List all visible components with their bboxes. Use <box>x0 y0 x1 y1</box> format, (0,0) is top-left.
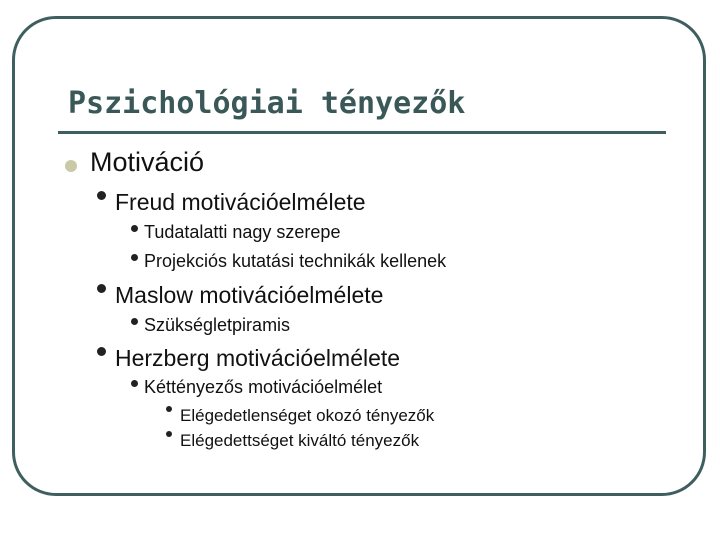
bullet-herzberg-subsub-2-label: Elégedettséget kiváltó tényezők <box>180 431 420 450</box>
bullet-herzberg-sub-1-label: Kéttényezős motivációelmélet <box>144 377 383 397</box>
bullet-herzberg-subsub-2 <box>166 431 419 451</box>
bullet-maslow <box>97 282 383 309</box>
bullet-freud-sub-1 <box>131 222 340 243</box>
title-underline <box>58 131 666 134</box>
bullet-dot-icon <box>166 406 172 412</box>
bullet-freud-sub-2 <box>131 251 446 272</box>
bullet-dot-icon <box>131 225 138 232</box>
bullet-maslow-sub-1-label: Szükségletpiramis <box>144 315 291 335</box>
bullet-herzberg-label: Herzberg motivációelmélete <box>115 345 401 371</box>
bullet-dot-icon <box>97 347 106 356</box>
bullet-freud-sub-2-label: Projekciós kutatási technikák kellenek <box>144 251 447 271</box>
bullet-motivacio-label: Motiváció <box>90 147 205 177</box>
bullet-herzberg-subsub-1-label: Elégedetlenséget okozó tényezők <box>180 406 435 425</box>
bullet-freud-label: Freud motivációelmélete <box>115 189 366 215</box>
bullet-dot-icon <box>131 254 138 261</box>
level1-bullet-icon <box>65 160 77 172</box>
bullet-dot-icon <box>131 318 138 325</box>
bullet-herzberg-subsub-1 <box>166 406 434 426</box>
bullet-dot-icon <box>97 284 106 293</box>
bullet-motivacio <box>90 147 204 178</box>
bullet-freud <box>97 189 366 216</box>
bullet-freud-sub-1-label: Tudatalatti nagy szerepe <box>144 222 341 242</box>
bullet-herzberg <box>97 345 400 372</box>
bullet-dot-icon <box>166 431 172 437</box>
slide-title: Pszichológiai tényezők <box>68 86 466 121</box>
bullet-maslow-sub-1 <box>131 315 290 336</box>
bullet-herzberg-sub-1 <box>131 377 382 398</box>
bullet-maslow-label: Maslow motivációelmélete <box>115 282 384 308</box>
bullet-dot-icon <box>131 380 138 387</box>
bullet-dot-icon <box>97 191 106 200</box>
